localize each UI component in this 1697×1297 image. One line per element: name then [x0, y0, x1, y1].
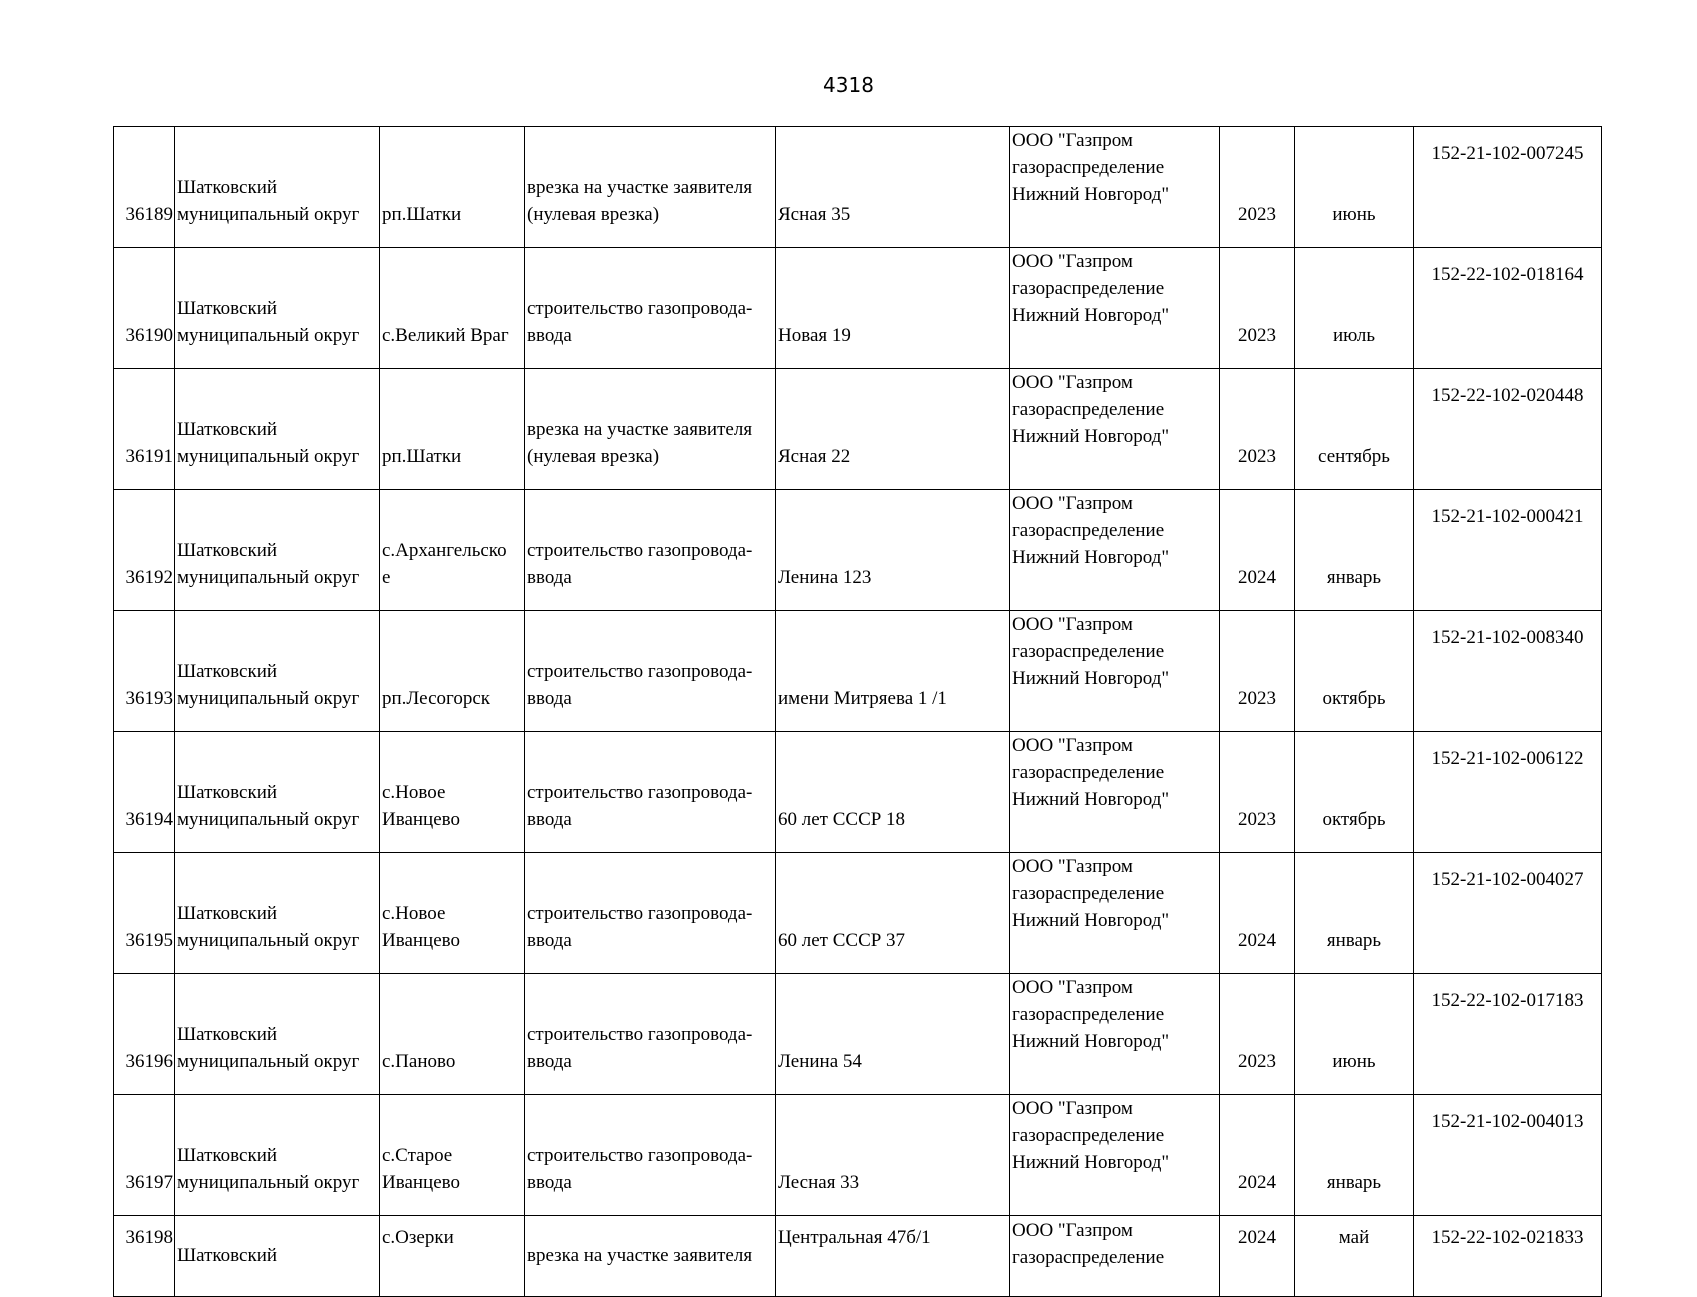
organization-cell-line: ООО "Газпром: [1012, 372, 1133, 393]
district-cell-line: муниципальный округ: [177, 567, 360, 588]
application-code-cell: 152-22-102-017183: [1414, 974, 1602, 1095]
record-number-cell: 36194: [114, 732, 175, 853]
address-cell: 60 лет СССР 37: [776, 853, 1010, 974]
organization-cell-line: газораспределение: [1012, 399, 1165, 420]
organization-cell: [1010, 732, 1220, 853]
organization-cell-line: газораспределение: [1012, 641, 1165, 662]
district-cell: [175, 611, 380, 732]
work-type-cell-line: врезка на участке заявителя: [527, 419, 753, 440]
record-number-cell: 36189: [114, 127, 175, 248]
record-number-cell: 36198: [114, 1216, 175, 1297]
record-number-cell: 36193: [114, 611, 175, 732]
work-type-cell-line: строительство газопровода-: [527, 903, 753, 924]
organization-cell-line: газораспределение: [1012, 883, 1165, 904]
month-cell: январь: [1295, 853, 1414, 974]
month-cell: январь: [1295, 490, 1414, 611]
address-cell: Лесная 33: [776, 1095, 1010, 1216]
locality-cell-line: Иванцево: [382, 930, 460, 951]
organization-cell-line: Нижний Новгород": [1012, 547, 1170, 568]
district-cell: [175, 974, 380, 1095]
gasification-registry-table: [113, 126, 1602, 1297]
application-code-cell: 152-21-102-000421: [1414, 490, 1602, 611]
district-cell-line: Шатковский: [177, 1145, 278, 1166]
application-code-cell: 152-21-102-007245: [1414, 127, 1602, 248]
application-code-cell: 152-22-102-018164: [1414, 248, 1602, 369]
address-cell: Ясная 22: [776, 369, 1010, 490]
work-type-cell: [525, 369, 776, 490]
organization-cell-line: ООО "Газпром: [1012, 614, 1133, 635]
table-row: [114, 127, 1602, 248]
month-cell: июнь: [1295, 127, 1414, 248]
organization-cell-line: газораспределение: [1012, 1247, 1165, 1268]
locality-cell: [380, 853, 525, 974]
locality-cell-line: с.Новое: [382, 782, 446, 803]
organization-cell: [1010, 1095, 1220, 1216]
locality-cell: [380, 974, 525, 1095]
table-row: [114, 611, 1602, 732]
organization-cell-line: Нижний Новгород": [1012, 1031, 1170, 1052]
year-cell: 2023: [1220, 732, 1295, 853]
organization-cell-line: газораспределение: [1012, 520, 1165, 541]
record-number-cell: 36197: [114, 1095, 175, 1216]
locality-cell-line: рп.Лесогорск: [382, 688, 490, 709]
work-type-cell: [525, 1095, 776, 1216]
organization-cell: [1010, 490, 1220, 611]
work-type-cell-line: врезка на участке заявителя: [527, 177, 753, 198]
district-cell-line: муниципальный округ: [177, 1051, 360, 1072]
organization-cell-line: ООО "Газпром: [1012, 856, 1133, 877]
district-cell-line: муниципальный округ: [177, 204, 360, 225]
work-type-cell: [525, 490, 776, 611]
organization-cell-line: ООО "Газпром: [1012, 735, 1133, 756]
table-row: [114, 490, 1602, 611]
work-type-cell-line: строительство газопровода-: [527, 782, 753, 803]
work-type-cell-line: (нулевая врезка): [527, 446, 660, 467]
work-type-cell-line: ввода: [527, 930, 572, 951]
month-cell: июль: [1295, 248, 1414, 369]
district-cell: [175, 1216, 380, 1297]
district-cell-line: Шатковский: [177, 1245, 278, 1266]
month-cell: октябрь: [1295, 611, 1414, 732]
address-cell: Ленина 54: [776, 974, 1010, 1095]
locality-cell: [380, 611, 525, 732]
organization-cell: [1010, 974, 1220, 1095]
address-cell: Новая 19: [776, 248, 1010, 369]
organization-cell-line: Нижний Новгород": [1012, 1152, 1170, 1173]
district-cell-line: Шатковский: [177, 419, 278, 440]
organization-cell: [1010, 611, 1220, 732]
work-type-cell-line: ввода: [527, 567, 572, 588]
locality-cell-line: Иванцево: [382, 809, 460, 830]
district-cell-line: муниципальный округ: [177, 1172, 360, 1193]
work-type-cell: [525, 853, 776, 974]
organization-cell-line: ООО "Газпром: [1012, 1220, 1133, 1241]
organization-cell-line: Нижний Новгород": [1012, 426, 1170, 447]
year-cell: 2023: [1220, 248, 1295, 369]
work-type-cell-line: строительство газопровода-: [527, 1024, 753, 1045]
organization-cell-line: Нижний Новгород": [1012, 305, 1170, 326]
locality-cell-line: с.Старое: [382, 1145, 453, 1166]
table-row: [114, 732, 1602, 853]
locality-cell-line: е: [382, 567, 391, 588]
table-row: [114, 248, 1602, 369]
organization-cell-line: ООО "Газпром: [1012, 493, 1133, 514]
application-code-cell: 152-22-102-020448: [1414, 369, 1602, 490]
table-row: [114, 1216, 1602, 1297]
organization-cell: [1010, 1216, 1220, 1297]
work-type-cell: [525, 127, 776, 248]
year-cell: 2024: [1220, 1216, 1295, 1297]
work-type-cell: [525, 1216, 776, 1297]
organization-cell-line: ООО "Газпром: [1012, 1098, 1133, 1119]
organization-cell-line: ООО "Газпром: [1012, 977, 1133, 998]
record-number-cell: 36190: [114, 248, 175, 369]
year-cell: 2023: [1220, 974, 1295, 1095]
organization-cell-line: ООО "Газпром: [1012, 251, 1133, 272]
locality-cell-line: Иванцево: [382, 1172, 460, 1193]
application-code-cell: 152-21-102-004013: [1414, 1095, 1602, 1216]
organization-cell-line: газораспределение: [1012, 1125, 1165, 1146]
organization-cell-line: Нижний Новгород": [1012, 910, 1170, 931]
work-type-cell-line: ввода: [527, 688, 572, 709]
organization-cell-line: Нижний Новгород": [1012, 184, 1170, 205]
organization-cell: [1010, 127, 1220, 248]
district-cell: [175, 490, 380, 611]
table-body: [114, 127, 1602, 1297]
district-cell: [175, 127, 380, 248]
work-type-cell-line: ввода: [527, 809, 572, 830]
month-cell: май: [1295, 1216, 1414, 1297]
organization-cell-line: Нижний Новгород": [1012, 789, 1170, 810]
record-number-cell: 36192: [114, 490, 175, 611]
work-type-cell-line: ввода: [527, 325, 572, 346]
district-cell: [175, 732, 380, 853]
district-cell: [175, 1095, 380, 1216]
month-cell: октябрь: [1295, 732, 1414, 853]
locality-cell: [380, 127, 525, 248]
district-cell-line: Шатковский: [177, 540, 278, 561]
district-cell: [175, 369, 380, 490]
organization-cell-line: газораспределение: [1012, 762, 1165, 783]
address-cell: имени Митряева 1 /1: [776, 611, 1010, 732]
district-cell-line: муниципальный округ: [177, 325, 360, 346]
locality-cell: [380, 369, 525, 490]
work-type-cell: [525, 732, 776, 853]
work-type-cell-line: строительство газопровода-: [527, 540, 753, 561]
district-cell-line: муниципальный округ: [177, 809, 360, 830]
organization-cell: [1010, 369, 1220, 490]
work-type-cell-line: строительство газопровода-: [527, 298, 753, 319]
month-cell: июнь: [1295, 974, 1414, 1095]
year-cell: 2023: [1220, 369, 1295, 490]
work-type-cell-line: ввода: [527, 1051, 572, 1072]
work-type-cell-line: (нулевая врезка): [527, 204, 660, 225]
address-cell: Центральная 47б/1: [776, 1216, 1010, 1297]
month-cell: январь: [1295, 1095, 1414, 1216]
record-number-cell: 36195: [114, 853, 175, 974]
locality-cell-line: с.Архангельско: [382, 540, 507, 561]
locality-cell: [380, 1095, 525, 1216]
address-cell: Ясная 35: [776, 127, 1010, 248]
district-cell-line: Шатковский: [177, 782, 278, 803]
address-cell: Ленина 123: [776, 490, 1010, 611]
locality-cell-line: с.Великий Враг: [382, 325, 509, 346]
table-row: [114, 1095, 1602, 1216]
year-cell: 2023: [1220, 611, 1295, 732]
organization-cell: [1010, 248, 1220, 369]
year-cell: 2024: [1220, 1095, 1295, 1216]
work-type-cell: [525, 248, 776, 369]
district-cell-line: Шатковский: [177, 1024, 278, 1045]
district-cell-line: Шатковский: [177, 298, 278, 319]
address-cell: 60 лет СССР 18: [776, 732, 1010, 853]
year-cell: 2023: [1220, 127, 1295, 248]
locality-cell-line: рп.Шатки: [382, 204, 462, 225]
locality-cell-line: с.Озерки: [382, 1227, 454, 1248]
table-row: [114, 853, 1602, 974]
district-cell: [175, 248, 380, 369]
organization-cell: [1010, 853, 1220, 974]
application-code-cell: 152-21-102-008340: [1414, 611, 1602, 732]
application-code-cell: 152-21-102-004027: [1414, 853, 1602, 974]
work-type-cell-line: врезка на участке заявителя: [527, 1245, 753, 1266]
organization-cell-line: газораспределение: [1012, 1004, 1165, 1025]
month-cell: сентябрь: [1295, 369, 1414, 490]
application-code-cell: 152-21-102-006122: [1414, 732, 1602, 853]
application-code-cell: 152-22-102-021833: [1414, 1216, 1602, 1297]
locality-cell: [380, 732, 525, 853]
organization-cell-line: газораспределение: [1012, 278, 1165, 299]
work-type-cell-line: ввода: [527, 1172, 572, 1193]
organization-cell-line: Нижний Новгород": [1012, 668, 1170, 689]
year-cell: 2024: [1220, 853, 1295, 974]
work-type-cell: [525, 611, 776, 732]
district-cell-line: муниципальный округ: [177, 930, 360, 951]
record-number-cell: 36191: [114, 369, 175, 490]
locality-cell-line: с.Новое: [382, 903, 446, 924]
district-cell-line: Шатковский: [177, 661, 278, 682]
locality-cell-line: рп.Шатки: [382, 446, 462, 467]
table-row: [114, 369, 1602, 490]
locality-cell-line: с.Паново: [382, 1051, 456, 1072]
work-type-cell-line: строительство газопровода-: [527, 661, 753, 682]
district-cell-line: Шатковский: [177, 903, 278, 924]
district-cell-line: муниципальный округ: [177, 446, 360, 467]
year-cell: 2024: [1220, 490, 1295, 611]
organization-cell-line: ООО "Газпром: [1012, 130, 1133, 151]
work-type-cell: [525, 974, 776, 1095]
district-cell: [175, 853, 380, 974]
page-number: 4318: [823, 73, 874, 97]
locality-cell: [380, 248, 525, 369]
work-type-cell-line: строительство газопровода-: [527, 1145, 753, 1166]
locality-cell: [380, 490, 525, 611]
district-cell-line: Шатковский: [177, 177, 278, 198]
record-number-cell: 36196: [114, 974, 175, 1095]
district-cell-line: муниципальный округ: [177, 688, 360, 709]
organization-cell-line: газораспределение: [1012, 157, 1165, 178]
table-row: [114, 974, 1602, 1095]
locality-cell: [380, 1216, 525, 1297]
